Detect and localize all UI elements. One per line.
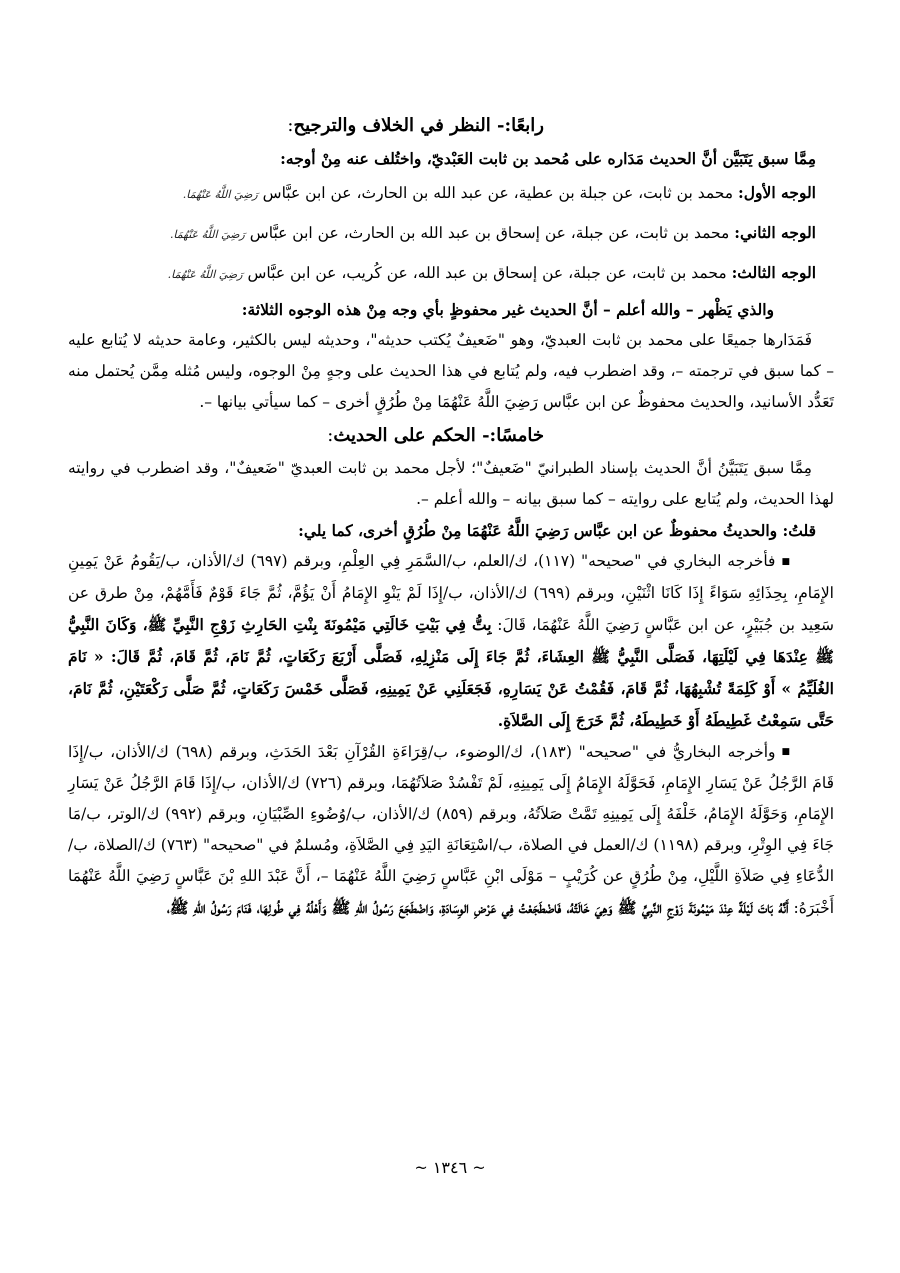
wajh-1: الوجه الأول: محمد بن ثابت، عن جبلة بن عطية، عن عبد الله بن الحارث، عن ابن عبَّاس رَضِيَ اللَّهُ عَنْهُمَا. — [182, 183, 816, 202]
section5-heading: خامسًا:- الحكم على الحديث: — [327, 425, 544, 446]
section5-paragraph: مِمَّا سبق يَتَبَيَّنُ أنَّ الحديث بإسناد الطبرانيّ "ضَعيفٌ"؛ لأجل محمد بن ثابت العبديّ "ضَعيفٌ"، وقد اضطرب في روايته لهذا الحديث، ولم يُتابع على روايته – كما سبق بيانه – والله أعلم –. — [68, 459, 834, 508]
takhrij-bullet-1: ■فأخرجه البخاري في "صحيحه" (١١٧)، ك/العلم، ب/السَّمَرِ فِي العِلْمِ، وبرقم (٦٩٧) ك/الأذان، ب/يَقُومُ عَنْ يَمِينِ الإِمَامِ، بِحِذَائِهِ سَوَاءً إِذَا كَانَا اثْنَيْنِ، وبرقم (٦٩٩) ك/الأذان، ب/إِذَا لَمْ يَنْوِ الإِمَامُ أَنْ يَؤُمَّ، ثُمَّ جَاءَ قَوْمٌ فَأَمَّهُمْ، مِنْ طرق عن سَعِيد بن جُبَيْرٍ، عن ابن عَبَّاسٍ رَضِيَ اللَّهُ عَنْهُمَا، قَالَ: بِتُّ فِي بَيْتِ خَالَتِي مَيْمُونَةَ بِنْتِ الحَارِثِ زَوْجِ النَّبِيِّ ﷺ، وَكَانَ النَّبِيُّ ﷺ عِنْدَهَا فِي لَيْلَتِهَا، فَصَلَّى النَّبِيُّ ﷺ العِشَاءَ، ثُمَّ جَاءَ إِلَى مَنْزِلِهِ، فَصَلَّى أَرْبَعَ رَكَعَاتٍ، ثُمَّ نَامَ، ثُمَّ قَامَ، ثُمَّ قَالَ: « نَامَ الغُلَيِّمُ » أَوْ كَلِمَةً تُشْبِهُهَا، ثُمَّ قَامَ، فَقُمْتُ عَنْ يَسَارِهِ، فَجَعَلَنِي عَنْ يَمِينِهِ، فَصَلَّى خَمْسَ رَكَعَاتٍ، ثُمَّ صَلَّى رَكْعَتَيْنِ، ثُمَّ نَامَ، حَتَّى سَمِعْتُ غَطِيطَهُ أَوْ خَطِيطَهُ، ثُمَّ خَرَجَ إِلَى الصَّلاَةِ. — [68, 546, 834, 737]
bullet-square-icon: ■ — [781, 556, 790, 567]
bullet-square-icon: ■ — [781, 747, 791, 757]
section4-heading: رابعًا:- النظر في الخلاف والترجيح: — [287, 115, 544, 136]
section4-paragraph: فَمَدَارها جميعًا على محمد بن ثابت العبديّ، وهو "ضَعيفٌ يُكتب حديثه"، وحديثه ليس بالكثير، وعامة حديثه لا يُتابع عليه – كما سبق في ترجمته –، وقد اضطرب فيه، ولم يُتابع في هذا الحديث على وجهٍ مِنْ الوجوه، وليس مُثله مِمَّن يُحتمل منه تَعَدُّد الأسانيد، والحديث محفوظٌ عن ابن عبَّاس رَضِيَ اللَّهُ عَنْهُمَا مِنْ طُرُقٍ أخرى – كما سيأتي بيانها –. — [68, 331, 834, 411]
hadith-text: بِتُّ فِي بَيْتِ خَالَتِي مَيْمُونَةَ بِنْتِ الحَارِثِ زَوْجِ النَّبِيِّ ﷺ، وَكَانَ النَّبِيُّ ﷺ عِنْدَهَا فِي لَيْلَتِهَا، فَصَلَّى النَّبِيُّ ﷺ العِشَاءَ، ثُمَّ جَاءَ إِلَى مَنْزِلِهِ، فَصَلَّى أَرْبَعَ رَكَعَاتٍ، ثُمَّ نَامَ، ثُمَّ قَامَ، ثُمَّ قَالَ: « نَامَ الغُلَيِّمُ » أَوْ كَلِمَةً تُشْبِهُهَا، ثُمَّ قَامَ، فَقُمْتُ عَنْ يَسَارِهِ، فَجَعَلَنِي عَنْ يَمِينِهِ، فَصَلَّى خَمْسَ رَكَعَاتٍ، ثُمَّ صَلَّى رَكْعَتَيْنِ، ثُمَّ نَامَ، حَتَّى سَمِعْتُ غَطِيطَهُ أَوْ خَطِيطَهُ، ثُمَّ خَرَجَ إِلَى الصَّلاَةِ. — [68, 614, 834, 730]
section4-conclusion: والذي يَظْهر – والله أعلم – أنَّ الحديث غير محفوظٍ بأي وجه مِنْ هذه الوجوه الثلاثة: — [241, 300, 774, 319]
wajh-2: الوجه الثاني: محمد بن ثابت، عن جبلة، عن إسحاق بن عبد الله بن الحارث، عن ابن عبَّاس رَضِيَ اللَّهُ عَنْهُمَا. — [169, 223, 816, 242]
document-page — [68, 108, 834, 924]
page-number: ~ ١٣٤٦ ~ — [414, 1158, 486, 1177]
section4-intro: مِمَّا سبق يَتَبَيَّن أنَّ الحديث مَدَاره على مُحمد بن ثابت العَبْديّ، واختُلف عنه مِنْ أوجه: — [280, 149, 816, 168]
wajh-3: الوجه الثالث: محمد بن ثابت، عن جبلة، عن إسحاق بن عبد الله، عن كُريب، عن ابن عبَّاس رَضِيَ اللَّهُ عَنْهُمَا. — [167, 263, 816, 282]
takhrij-bullet-2: ■وأخرجه البخاريُّ في "صحيحه" (١٨٣)، ك/الوضوء، ب/قِرَاءَةِ القُرْآنِ بَعْدَ الحَدَثِ، وبرقم (٦٩٨) ك/الأذان، ب/إِذَا قَامَ الرَّجُلُ عَنْ يَسَارِ الإِمَامِ، فَحَوَّلَهُ الإِمَامُ إِلَى يَمِينِهِ، لَمْ تَفْسُدْ صَلاَتُهُمَا، وبرقم (٧٢٦) ك/الأذان، ب/إِذَا قَامَ الرَّجُلُ عَنْ يَسَارِ الإِمَامِ، وَحَوَّلَهُ الإِمَامُ، خَلْفَهُ إِلَى يَمِينِهِ تَمَّتْ صَلاَتُهُ، وبرقم (٨٥٩) ك/الأذان، ب/وُضُوءِ الصِّبْيَانِ، وبرقم (٩٩٢) ك/الوتر، ب/مَا جَاءَ فِي الوِتْرِ، وبرقم (١١٩٨) ك/العمل في الصلاة، ب/اسْتِعَانَةِ اليَدِ فِي الصَّلاَةِ، ومُسلمٌ في "صحيحه" (٧٦٣) ك/الصلاة، ب/الدُّعَاءِ فِي صَلاَةِ اللَّيْلِ، مِنْ طُرُقٍ عن كُرَيْبٍ – مَوْلَى ابْنِ عَبَّاسٍ رَضِيَ اللَّهُ عَنْهُمَا –، أَنَّ عَبْدَ اللهِ بْنَ عَبَّاسٍ رَضِيَ اللَّهُ عَنْهُمَا أَخْبَرَهُ: أَنَّهُ بَاتَ لَيْلَةً عِنْدَ مَيْمُونَةَ زَوْجِ النَّبِيِّ ﷺ وَهِيَ خَالَتُهُ، فَاضْطَجَعْتُ فِي عَرْضِ الوِسَادَةِ، وَاضْطَجَعَ رَسُولُ اللهِ ﷺ وَأَهْلُهُ فِي طُولِهَا، فَنَامَ رَسُولُ اللهِ ﷺ، — [68, 737, 834, 925]
hadith-text: أَنَّهُ بَاتَ لَيْلَةً عِنْدَ مَيْمُونَةَ زَوْجِ النَّبِيِّ ﷺ وَهِيَ خَالَتُهُ، فَاضْطَجَعْتُ فِي عَرْضِ الوِسَادَةِ، وَاضْطَجَعَ رَسُولُ اللهِ ﷺ وَأَهْلُهُ فِي طُولِهَا، فَنَامَ رَسُولُ اللهِ ﷺ، — [166, 898, 789, 917]
section5-qult: قلتُ: والحديثُ محفوظٌ عن ابن عبَّاس رَضِيَ اللَّهُ عَنْهُمَا مِنْ طُرُقٍ أخرى، كما يلي: — [298, 521, 816, 540]
